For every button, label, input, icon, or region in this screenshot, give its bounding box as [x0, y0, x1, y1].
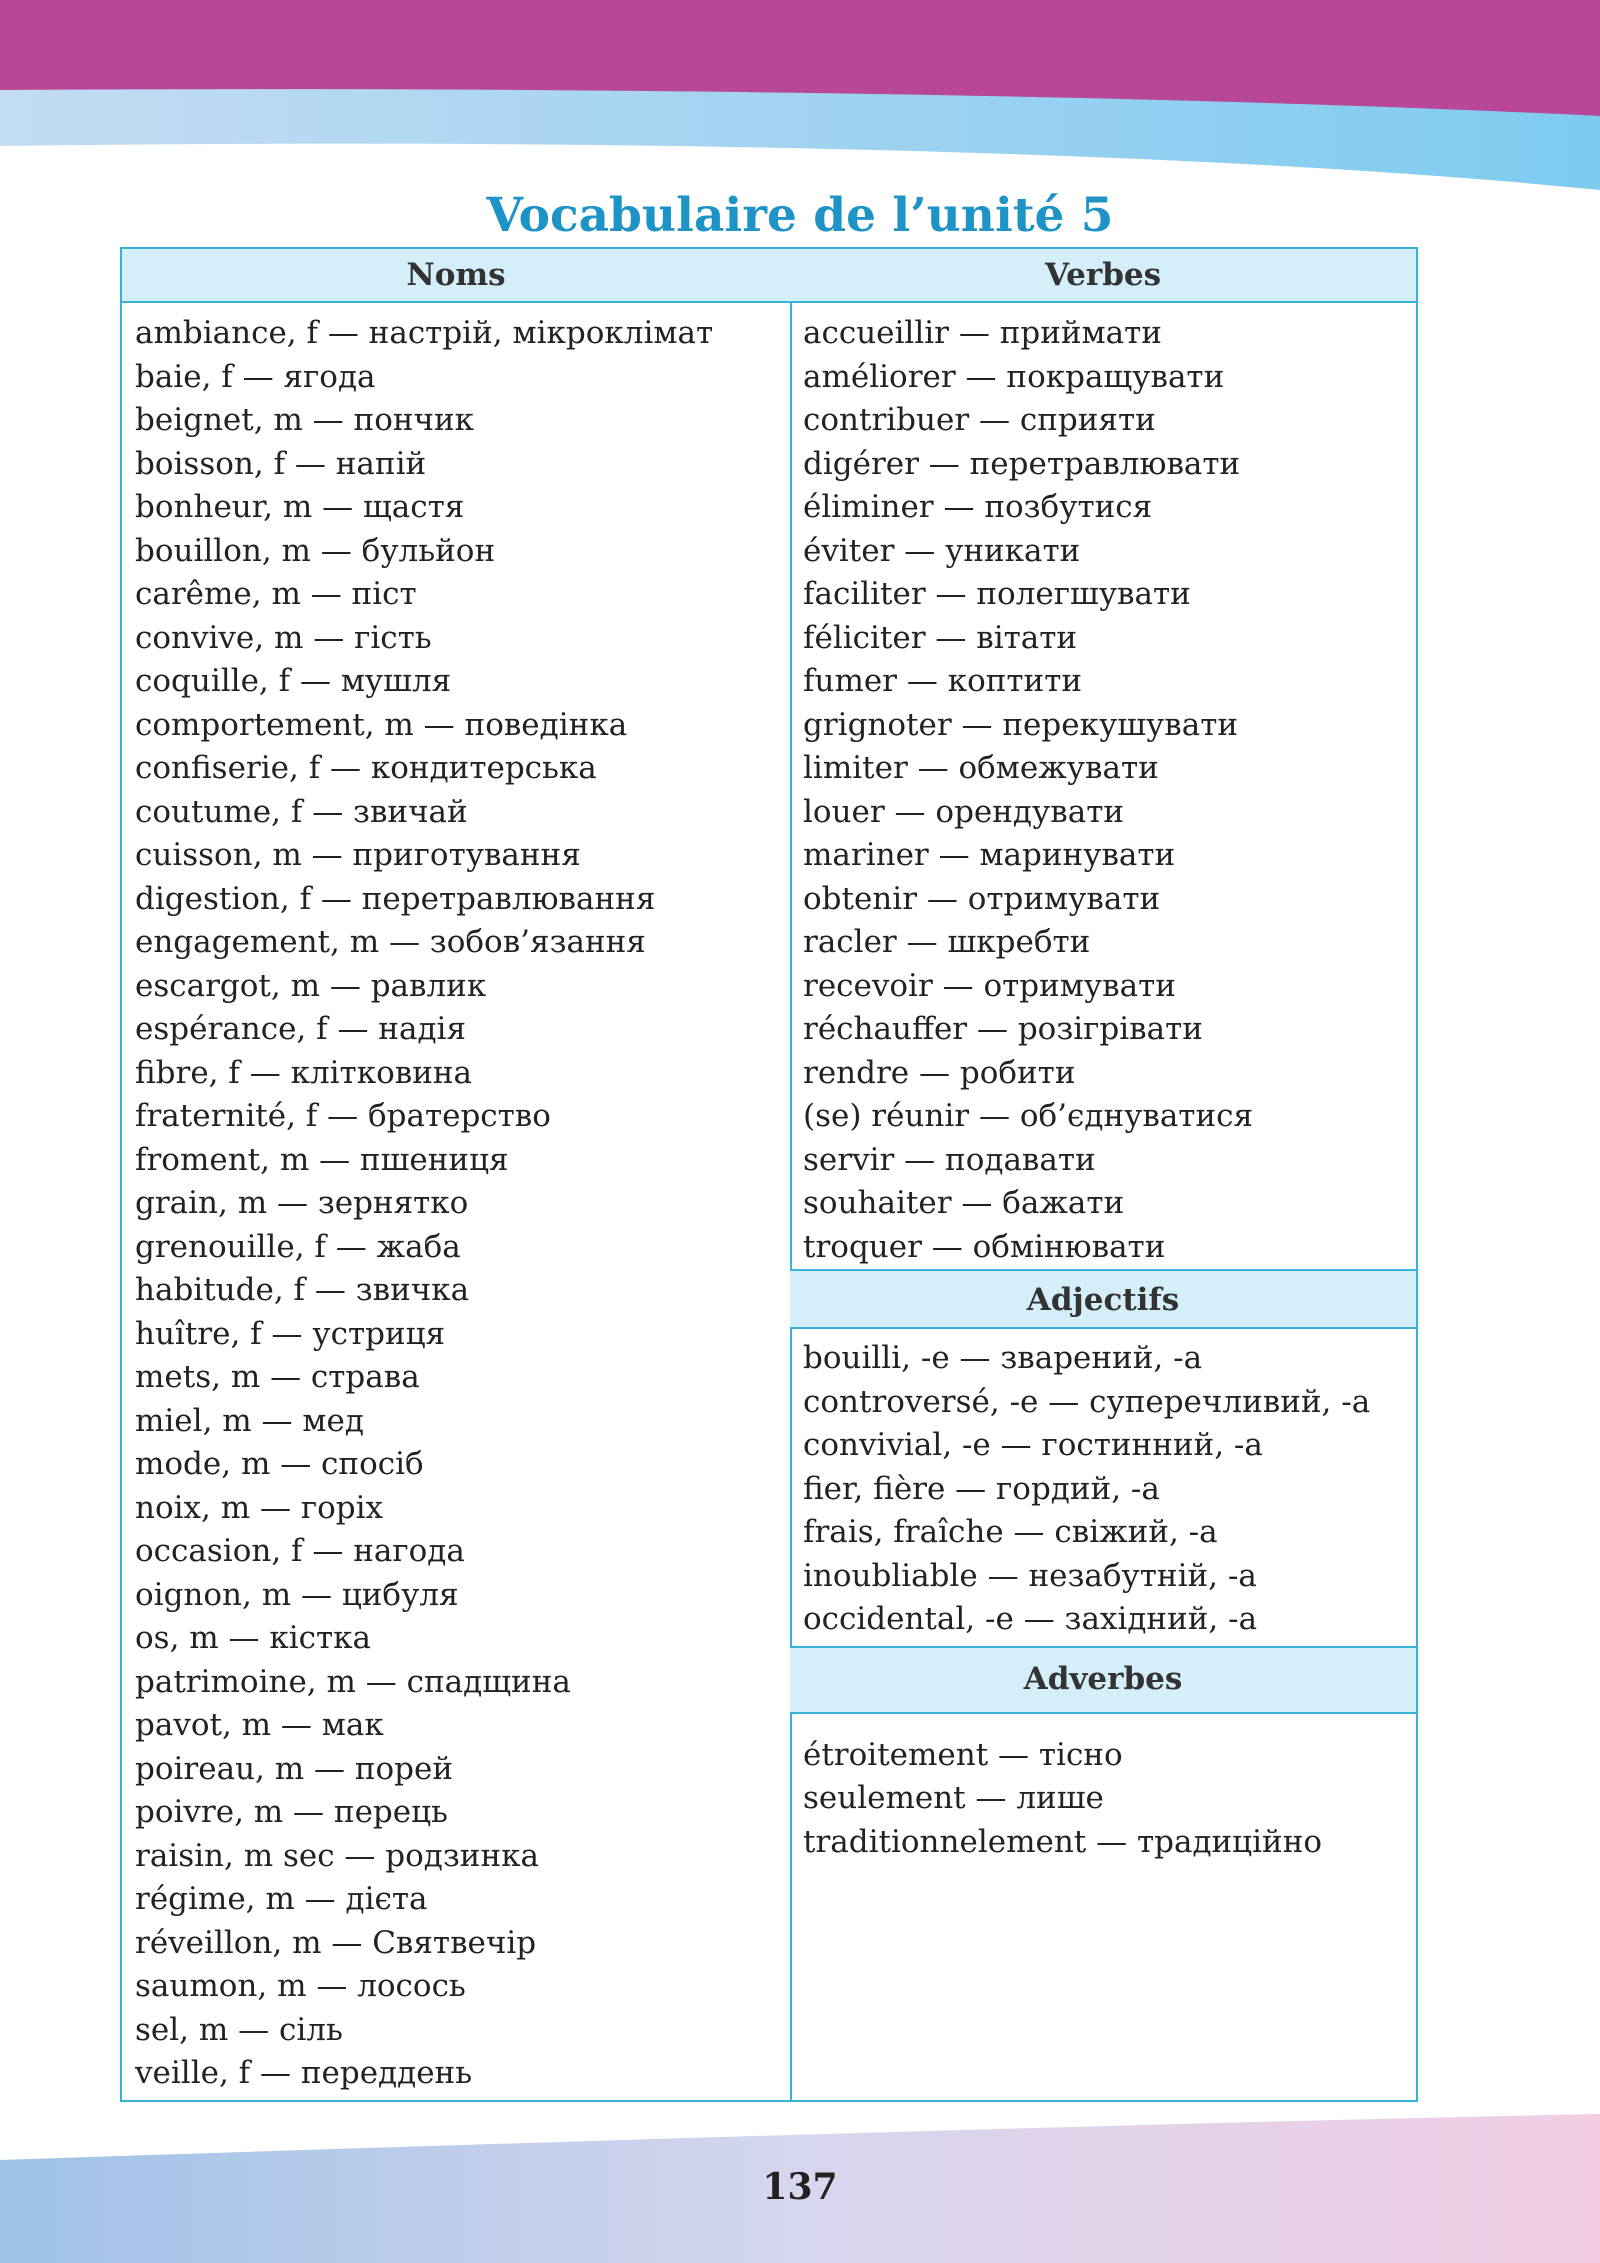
- vocab-entry: convivial, -e — гостинний, -а: [803, 1427, 1263, 1463]
- vocab-entry: limiter — обмежувати: [803, 750, 1159, 786]
- vocab-entry: mets, m — страва: [135, 1359, 420, 1395]
- vocab-entry: coutume, f — звичай: [135, 793, 468, 830]
- vocab-entry: raisin, m sec — родзинка: [135, 1837, 539, 1874]
- vocab-entry: régime, m — дієта: [135, 1881, 428, 1917]
- noms-list: [122, 303, 790, 2096]
- vocab-entry: beignet, m — пончик: [135, 402, 475, 438]
- vocab-entry: accueillir — приймати: [803, 315, 1162, 351]
- vocab-entry: poivre, m — перець: [135, 1794, 448, 1830]
- header-band: [0, 0, 1600, 200]
- vocab-entry: ambiance, f — настрій, мікроклімат: [135, 315, 714, 351]
- vocab-entry: grenouille, f — жаба: [135, 1228, 461, 1265]
- vocab-entry: fibre, f — клітковина: [135, 1054, 473, 1091]
- vocab-entry: grignoter — перекушувати: [803, 706, 1238, 743]
- adjectifs-list: [790, 1329, 1416, 1646]
- vocab-entry: traditionnelement — традиційно: [803, 1823, 1323, 1860]
- vocab-entry: étroitement — тісно: [803, 1736, 1123, 1773]
- adjectifs-heading: Adjectifs: [790, 1269, 1416, 1329]
- vocab-entry: huître, f — устриця: [135, 1315, 446, 1352]
- vocab-entry: éviter — уникати: [803, 532, 1081, 569]
- vocab-entry: féliciter — вітати: [803, 619, 1078, 656]
- vocab-entry: patrimoine, m — спадщина: [135, 1663, 571, 1700]
- adverbes-heading: Adverbes: [790, 1646, 1416, 1714]
- vocab-entry: comportement, m — поведінка: [135, 706, 628, 743]
- vocab-entry: inoubliable — незабутній, -а: [803, 1557, 1257, 1594]
- vocab-entry: saumon, m — лосось: [135, 1968, 466, 2004]
- vocab-entry: confiserie, f — кондитерська: [135, 750, 597, 786]
- vocab-entry: sel, m — сіль: [135, 2011, 343, 2048]
- vocab-entry: contribuer — сприяти: [803, 402, 1156, 438]
- vocab-entry: recevoir — отримувати: [803, 967, 1176, 1004]
- vocab-entry: seulement — лише: [803, 1780, 1104, 1816]
- vocab-entry: souhaiter — бажати: [803, 1185, 1125, 1221]
- vocab-entry: oignon, m — цибуля: [135, 1576, 459, 1613]
- page-number: 137: [762, 2166, 838, 2208]
- vocab-entry: fier, fière — гордий, -а: [803, 1470, 1160, 1507]
- vocabulary-table: [120, 247, 1418, 2102]
- vocab-entry: éliminer — позбутися: [803, 489, 1153, 525]
- vocab-entry: noix, m — горіх: [135, 1489, 383, 1526]
- vocab-entry: améliorer — покращувати: [803, 358, 1225, 395]
- vocab-entry: habitude, f — звичка: [135, 1272, 470, 1308]
- noms-column: [122, 249, 792, 2100]
- page-title: Vocabulaire de l’unité 5: [486, 188, 1114, 243]
- vocab-entry: faciliter — полегшувати: [803, 576, 1191, 612]
- vocab-entry: grain, m — зернятко: [135, 1185, 469, 1221]
- vocab-entry: veille, f — переддень: [135, 2055, 473, 2091]
- vocab-entry: baie, f — ягода: [135, 358, 376, 395]
- vocab-entry: rendre — робити: [803, 1054, 1076, 1091]
- vocab-entry: bouilli, -e — зварений, -а: [803, 1340, 1203, 1376]
- vocab-entry: controversé, -e — суперечливий, -а: [803, 1383, 1371, 1420]
- vocab-entry: froment, m — пшениця: [135, 1141, 509, 1178]
- vocab-entry: pavot, m — мак: [135, 1707, 384, 1743]
- vocab-entry: (se) réunir — об’єднуватися: [803, 1098, 1254, 1134]
- vocab-entry: boisson, f — напій: [135, 445, 427, 482]
- adverbes-list: [790, 1714, 1416, 1865]
- vocab-entry: engagement, m — зобов’язання: [135, 924, 646, 960]
- vocab-entry: mode, m — спосіб: [135, 1446, 424, 1482]
- vocab-entry: cuisson, m — приготування: [135, 837, 581, 873]
- vocab-entry: racler — шкребти: [803, 924, 1091, 960]
- vocab-entry: escargot, m — равлик: [135, 967, 487, 1004]
- vocab-entry: servir — подавати: [803, 1141, 1096, 1178]
- vocab-entry: bonheur, m — щастя: [135, 489, 465, 525]
- vocab-entry: troquer — обмінювати: [803, 1228, 1166, 1265]
- verbes-heading: Verbes: [790, 249, 1416, 303]
- vocab-entry: miel, m — мед: [135, 1402, 364, 1439]
- vocab-entry: bouillon, m — бульйон: [135, 532, 496, 569]
- vocab-entry: obtenir — отримувати: [803, 880, 1161, 917]
- right-column: [790, 249, 1416, 2100]
- vocab-entry: digérer — перетравлювати: [803, 445, 1241, 482]
- vocab-entry: digestion, f — перетравлювання: [135, 880, 656, 917]
- vocab-entry: réchauffer — розігрівати: [803, 1011, 1203, 1047]
- vocab-entry: fumer — коптити: [803, 663, 1083, 699]
- vocab-entry: convive, m — гість: [135, 619, 432, 656]
- vocab-entry: réveillon, m — Святвечір: [135, 1924, 537, 1961]
- vocab-entry: occasion, f — нагода: [135, 1533, 465, 1569]
- vocab-entry: carême, m — піст: [135, 576, 417, 612]
- vocab-entry: os, m — кістка: [135, 1620, 372, 1656]
- noms-heading: Noms: [122, 249, 790, 303]
- vocab-entry: mariner — маринувати: [803, 837, 1176, 873]
- vocab-entry: occidental, -e — західний, -а: [803, 1601, 1258, 1637]
- verbes-list: [790, 303, 1416, 1269]
- vocab-entry: fraternité, f — братерство: [135, 1098, 551, 1134]
- vocab-entry: louer — орендувати: [803, 793, 1125, 830]
- vocab-entry: frais, fraîche — свіжий, -а: [803, 1514, 1218, 1550]
- vocab-entry: poireau, m — порей: [135, 1750, 454, 1787]
- vocab-entry: espérance, f — надія: [135, 1011, 467, 1047]
- vocab-entry: coquille, f — мушля: [135, 663, 452, 699]
